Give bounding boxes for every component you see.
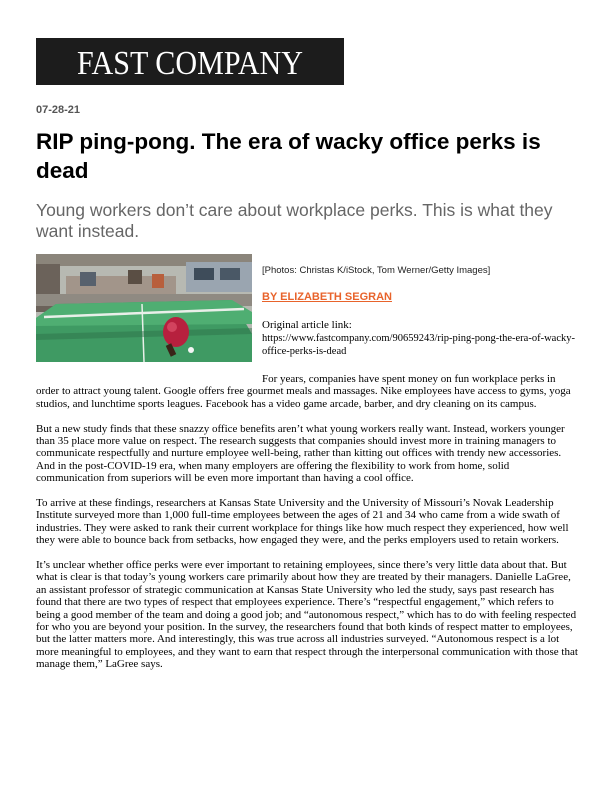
original-link-label: Original article link:: [262, 319, 352, 331]
article-date: 07-28-21: [36, 104, 81, 116]
body-paragraph: But a new study finds that these snazzy office benefits aren’t what young workers really want. Instead, workers younger than 35 place more value on respect. The research suggests that companies should invest more in training managers to communicate respectfully and nurture employee well-being, rather than kitting out offices with trendy new accessories. And in the post-COVID-19 era, when many employers are offering the flexibility to work from home, solid communication from superiors will be even more important than having a cool office.: [36, 422, 565, 485]
original-article-url[interactable]: https://www.fastcompany.com/90659243/rip-ping-pong-the-era-of-wacky-office-perks-is-dead: [262, 333, 575, 357]
author-byline-link[interactable]: BY ELIZABETH SEGRAN: [262, 291, 392, 303]
fast-company-logo: [36, 38, 344, 85]
logo-wordmark: FAST COMPANY: [77, 45, 303, 82]
ping-pong-office-photo: [36, 254, 252, 362]
body-paragraph: For years, companies have spent money on fun workplace perks in order to attract young talent. Google offers free gourmet meals and massages. Nike employees have access to gyms, yoga studios, and lunchtime sports leagues. Facebook has a video game arcade, barber, and dry cleaning on its campus.: [36, 373, 571, 410]
photo-credit: [Photos: Christas K/iStock, Tom Werner/Getty Images]: [262, 265, 491, 276]
body-paragraph: It’s unclear whether office perks were ever important to retaining employees, since there’s very little data about that. But what is clear is that today’s young workers care primarily about how they are treated by their managers. Danielle LaGree, an assistant professor of strategic communication at Kansas State University who led the study, says past research has found that there are two types of respect that employees experience. There’s “respectful engagement,” which refers to being a good member of the team and doing a good job; and “autonomous respect,” which has to do with feeling respected for who you are beyond your position. In the survey, the researchers found that both kinds of respect matter to employees, but the latter matters more. And interestingly, this was true across all industries surveyed. “Autonomous respect is a lot more meaningful to employees, and they want to earn that respect through the interpersonal communication with those that manage them,” LaGree says.: [36, 559, 578, 671]
body-paragraph: To arrive at these findings, researchers at Kansas State University and the University of Missouri’s Novak Leadership Institute surveyed more than 1,000 full-time employees between the ages of 21 and 34 who came from a wide swath of industries. They were asked to rank their current workplace for things like how much respect they experienced, how well they were able to bounce back from setbacks, how engaged they were, and the perks employers used to retain workers.: [36, 497, 569, 547]
article-body: [36, 373, 578, 683]
article-headline: RIP ping-pong. The era of wacky office perks is dead: [36, 129, 541, 183]
article-subhead: Young workers don’t care about workplace perks. This is what they want instead.: [36, 200, 553, 241]
